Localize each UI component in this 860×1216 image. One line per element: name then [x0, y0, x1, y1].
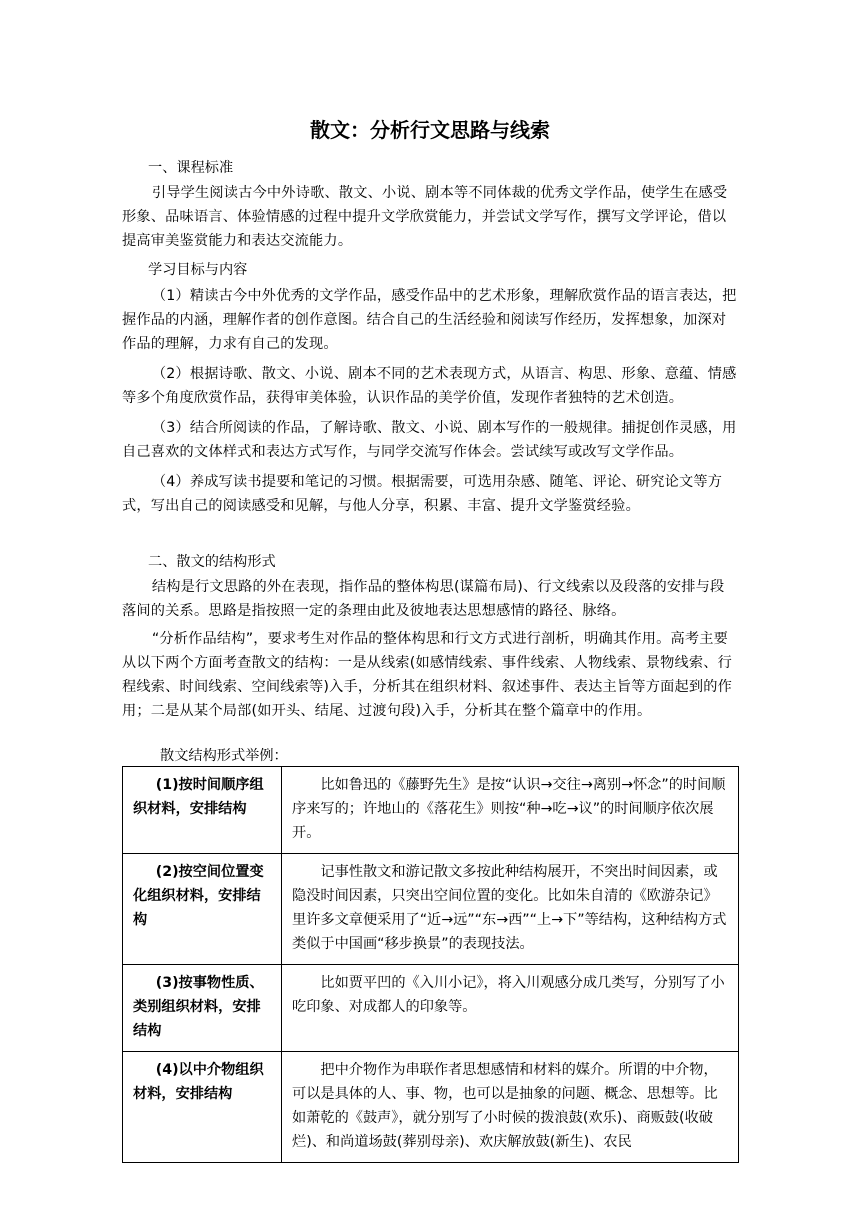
- example-cell: 比如鲁迅的《藤野先生》是按“认识→交往→离别→怀念”的时间顺序来写的；许地山的《落花生》则按“种→吃→议”的时间顺序依次展开。: [282, 767, 739, 854]
- example-cell: 记事性散文和游记散文多按此种结构展开，不突出时间因素，或隐没时间因素，只突出空间位置的变化。比如朱自清的《欧游杂记》里许多文章便采用了“近→远”“东→西”“上→下”等结构，这种结构方式类似于中国画“移步换景”的表现技法。: [282, 854, 739, 965]
- structure-form-cell: (2)按空间位置变化组织材料，安排结构: [123, 854, 282, 965]
- structure-form-cell: (3)按事物性质、类别组织材料，安排结构: [123, 965, 282, 1052]
- table-row: [123, 767, 739, 854]
- structure-text-block: [122, 575, 738, 723]
- example-heading: 散文结构形式举例：: [160, 748, 288, 764]
- section-heading-goals: 学习目标与内容: [148, 262, 248, 278]
- curriculum-text-block: [122, 181, 738, 253]
- goal-item: （1）精读古今中外优秀的文学作品，感受作品中的艺术形象，理解欣赏作品的语言表达，把握作品的内涵，理解作者的创作意图。结合自己的生活经验和阅读写作经历，发挥想象，加深对作品的理解，力求有自己的发现。: [122, 288, 737, 352]
- section-heading-curriculum: 一、课程标准: [148, 160, 234, 176]
- structure-examples-table: [122, 766, 739, 1163]
- example-cell: 把中介物作为串联作者思想感情和材料的媒介。所谓的中介物，可以是具体的人、事、物，也可以是抽象的问题、概念、思想等。比如萧乾的《鼓声》，就分别写了小时候的拨浪鼓(欢乐)、商贩鼓(收破烂)、和尚道场鼓(葬别母亲)、欢庆解放鼓(新生)、农民: [282, 1052, 739, 1163]
- goal-item: （2）根据诗歌、散文、小说、剧本不同的艺术表现方式，从语言、构思、形象、意蕴、情感等多个角度欣赏作品，获得审美体验，认识作品的美学价值，发现作者独特的艺术创造。: [122, 366, 737, 406]
- paragraph: “分析作品结构”，要求考生对作品的整体构思和行文方式进行剖析，明确其作用。高考主要从以下两个方面考查散文的结构：一是从线索(如感情线索、事件线索、人物线索、景物线索、行程线索、时间线索、空间线索等)入手，分析其在组织材料、叙述事件、表达主旨等方面起到的作用；二是从某个局部(如开头、结尾、过渡句段)入手，分析其在整个篇章中的作用。: [122, 631, 733, 719]
- table-row: [123, 1052, 739, 1163]
- document-title: 散文：分析行文思路与线索: [310, 118, 550, 142]
- structure-form-cell: (1)按时间顺序组织材料，安排结构: [123, 767, 282, 854]
- table-row: [123, 965, 739, 1052]
- section-heading-structure: 二、散文的结构形式: [148, 554, 276, 570]
- table-row: [123, 854, 739, 965]
- goals-list: [122, 284, 738, 518]
- paragraph: 引导学生阅读古今中外诗歌、散文、小说、剧本等不同体裁的优秀文学作品，使学生在感受形象、品味语言、体验情感的过程中提升文学欣赏能力，并尝试文学写作，撰写文学评论，借以提高审美鉴赏能力和表达交流能力。: [122, 185, 728, 249]
- goal-item: （4）养成写读书提要和笔记的习惯。根据需要，可选用杂感、随笔、评论、研究论文等方式，写出自己的阅读感受和见解，与他人分享，积累、丰富、提升文学鉴赏经验。: [122, 474, 723, 514]
- paragraph: 结构是行文思路的外在表现，指作品的整体构思(谋篇布局)、行文线索以及段落的安排与段落间的关系。思路是指按照一定的条理由此及彼地表达思想感情的路径、脉络。: [122, 579, 725, 619]
- example-cell: 比如贾平凹的《入川小记》，将入川观感分成几类写，分别写了小吃印象、对成都人的印象等。: [282, 965, 739, 1052]
- goal-item: （3）结合所阅读的作品，了解诗歌、散文、小说、剧本写作的一般规律。捕捉创作灵感，用自己喜欢的文体样式和表达方式写作，与同学交流写作体会。尝试续写或改写文学作品。: [122, 420, 737, 460]
- structure-form-cell: (4)以中介物组织材料，安排结构: [123, 1052, 282, 1163]
